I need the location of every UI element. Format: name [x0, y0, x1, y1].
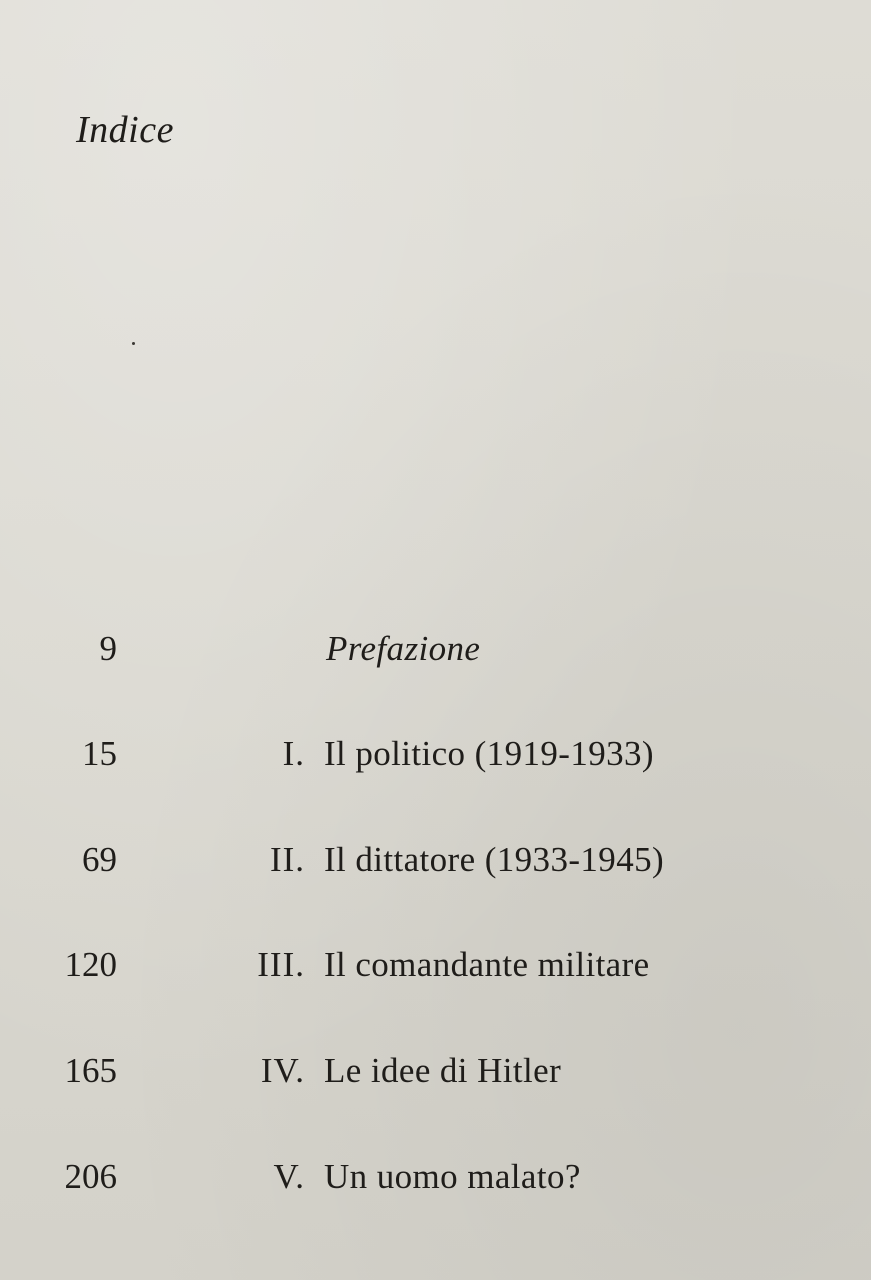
- toc-chapter-numeral: III.: [257, 945, 305, 984]
- toc-title: Il dittatore (1933-1945): [324, 840, 665, 879]
- toc-entry-chapter-3: [0, 940, 871, 990]
- toc-entry-prefazione: [0, 624, 871, 674]
- toc-page-number: 15: [82, 734, 117, 773]
- toc-title: Il politico (1919-1933): [324, 734, 654, 773]
- toc-title: Prefazione: [326, 629, 481, 668]
- toc-title: Il comandante militare: [324, 945, 650, 984]
- toc-entry-chapter-5: [0, 1152, 871, 1202]
- toc-chapter-numeral: I.: [282, 734, 305, 773]
- toc-page-number: 120: [64, 945, 117, 984]
- toc-entry-chapter-1: [0, 729, 871, 779]
- toc-chapter-numeral: IV.: [260, 1051, 305, 1090]
- toc-page-number: 9: [99, 629, 117, 668]
- toc-chapter-numeral: V.: [273, 1157, 305, 1196]
- page-title: Indice: [76, 109, 174, 151]
- paper-speck: [132, 342, 135, 345]
- toc-page-number: 165: [64, 1051, 117, 1090]
- toc-page-number: 206: [64, 1157, 117, 1196]
- toc-entry-chapter-4: [0, 1046, 871, 1096]
- toc-chapter-numeral: II.: [269, 840, 305, 879]
- toc-entry-chapter-2: [0, 835, 871, 885]
- toc-title: Le idee di Hitler: [324, 1051, 562, 1090]
- toc-page-number: 69: [82, 840, 117, 879]
- toc-title: Un uomo malato?: [324, 1157, 581, 1196]
